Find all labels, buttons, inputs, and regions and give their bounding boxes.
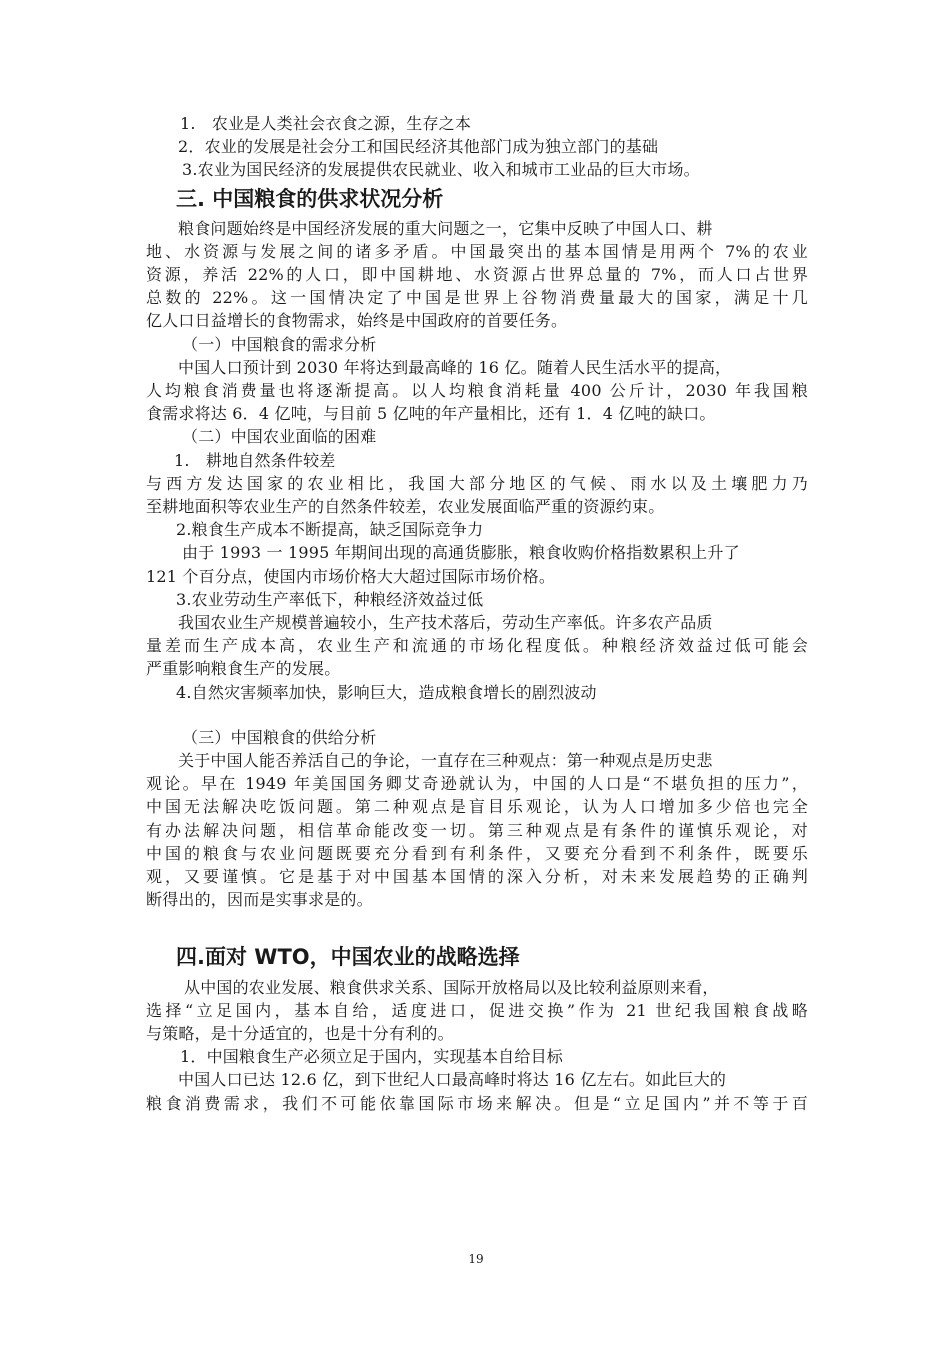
text-line: 关于中国人能否养活自己的争论，一直存在三种观点：第一种观点是历史悲: [178, 751, 713, 771]
list-item: 1. 农业是人类社会衣食之源，生存之本: [180, 114, 472, 133]
item-title: 1. 耕地自然条件较差: [174, 450, 336, 470]
text-line: 地、水资源与发展之间的诸多矛盾。中国最突出的基本国情是用两个 7%的农业: [146, 241, 808, 261]
text-line: 中国人口预计到 2030 年将达到最高峰的 16 亿。随着人民生活水平的提高，: [178, 357, 732, 377]
text-line: 中国人口已达 12.6 亿，到下世纪人口最高峰时将达 16 亿左右。如此巨大的: [178, 1070, 727, 1090]
item-title: 3.农业劳动生产率低下，种粮经济效益过低: [176, 589, 484, 609]
section-heading: 三. 中国粮食的供求状况分析: [176, 186, 444, 211]
blank-line: [146, 912, 808, 938]
text-line: 严重影响粮食生产的发展。: [146, 659, 341, 679]
text-line: 人均粮食消费量也将逐渐提高。以人均粮食消耗量 400 公斤计，2030 年我国粮: [146, 381, 808, 401]
text-line: 观论。早在 1949 年美国国务卿艾奇逊就认为，中国的人口是“不堪负担的压力”，: [146, 774, 808, 794]
text-line: 中国无法解决吃饭问题。第二种观点是盲目乐观论，认为人口增加多少倍也完全: [146, 797, 808, 817]
item-title: 4.自然灾害频率加快，影响巨大，造成粮食增长的剧烈波动: [176, 682, 597, 702]
text-line: 资源，养活 22%的人口，即中国耕地、水资源占世界总量的 7%，而人口占世界: [146, 265, 808, 285]
paragraph: [146, 541, 808, 587]
subsection-title: （三）中国粮食的供给分析: [182, 727, 377, 747]
item-title: 1．中国粮食生产必须立足于国内，实现基本自给目标: [180, 1047, 563, 1067]
text-line: 我国农业生产规模普遍较小，生产技术落后，劳动生产率低。许多农产品质: [178, 613, 713, 633]
paragraph: [146, 749, 808, 911]
list-item: 2．农业的发展是社会分工和国民经济其他部门成为独立部门的基础: [178, 137, 659, 157]
text-line: 食需求将达 6．4 亿吨，与目前 5 亿吨的年产量相比，还有 1．4 亿吨的缺口。: [146, 404, 716, 424]
text-line: 粮食问题始终是中国经济发展的重大问题之一，它集中反映了中国人口、耕: [178, 218, 713, 238]
text-line: 由于 1993 一 1995 年期间出现的高通货膨胀，粮食收购价格指数累积上升了: [182, 543, 740, 563]
page-number: 19: [468, 1252, 484, 1266]
paragraph: [146, 356, 808, 426]
text-line: 121 个百分点，使国内市场价格大大超过国际市场价格。: [146, 566, 556, 586]
paragraph: [146, 611, 808, 681]
text-line: 粮食消费需求，我们不可能依靠国际市场来解决。但是“立足国内”并不等于百: [146, 1093, 808, 1113]
list-item: 3.农业为国民经济的发展提供农民就业、收入和城市工业品的巨大市场。: [182, 160, 700, 180]
text-line: 断得出的，因而是实事求是的。: [146, 890, 373, 910]
paragraph: [146, 217, 808, 333]
paragraph: [146, 472, 808, 518]
section-heading: 四.面对 WTO，中国农业的战略选择: [176, 944, 520, 969]
page-body: [146, 112, 808, 1115]
text-line: 与策略，是十分适宜的，也是十分有利的。: [146, 1023, 454, 1043]
item-title: 2.粮食生产成本不断提高，缺乏国际竞争力: [176, 520, 484, 540]
text-line: 与西方发达国家的农业相比，我国大部分地区的气候、雨水以及土壤肥力乃: [146, 473, 808, 493]
text-line: 从中国的农业发展、粮食供求关系、国际开放格局以及比较利益原则来看，: [184, 977, 719, 997]
blank-line: [146, 704, 808, 726]
text-line: 选择“立足国内，基本自给，适度进口，促进交换”作为 21 世纪我国粮食战略: [146, 1000, 808, 1020]
subsection-title: （二）中国农业面临的困难: [182, 427, 377, 447]
paragraph: [146, 1068, 808, 1114]
text-line: 亿人口日益增长的食物需求，始终是中国政府的首要任务。: [146, 311, 568, 331]
subsection-title: （一）中国粮食的需求分析: [182, 334, 377, 354]
text-line: 有办法解决问题，相信革命能改变一切。第三种观点是有条件的谨慎乐观论，对: [146, 820, 808, 840]
text-line: 量差而生产成本高，农业生产和流通的市场化程度低。种粮经济效益过低可能会: [146, 636, 808, 656]
text-line: 至耕地面积等农业生产的自然条件较差，农业发展面临严重的资源约束。: [146, 497, 665, 517]
text-line: 观，又要谨慎。它是基于对中国基本国情的深入分析，对未来发展趋势的正确判: [146, 867, 808, 887]
text-line: 总数的 22%。这一国情决定了中国是世界上谷物消费量最大的国家，满足十几: [146, 288, 808, 308]
text-line: 中国的粮食与农业问题既要充分看到有利条件，又要充分看到不利条件，既要乐: [146, 843, 808, 863]
paragraph: [146, 976, 808, 1046]
